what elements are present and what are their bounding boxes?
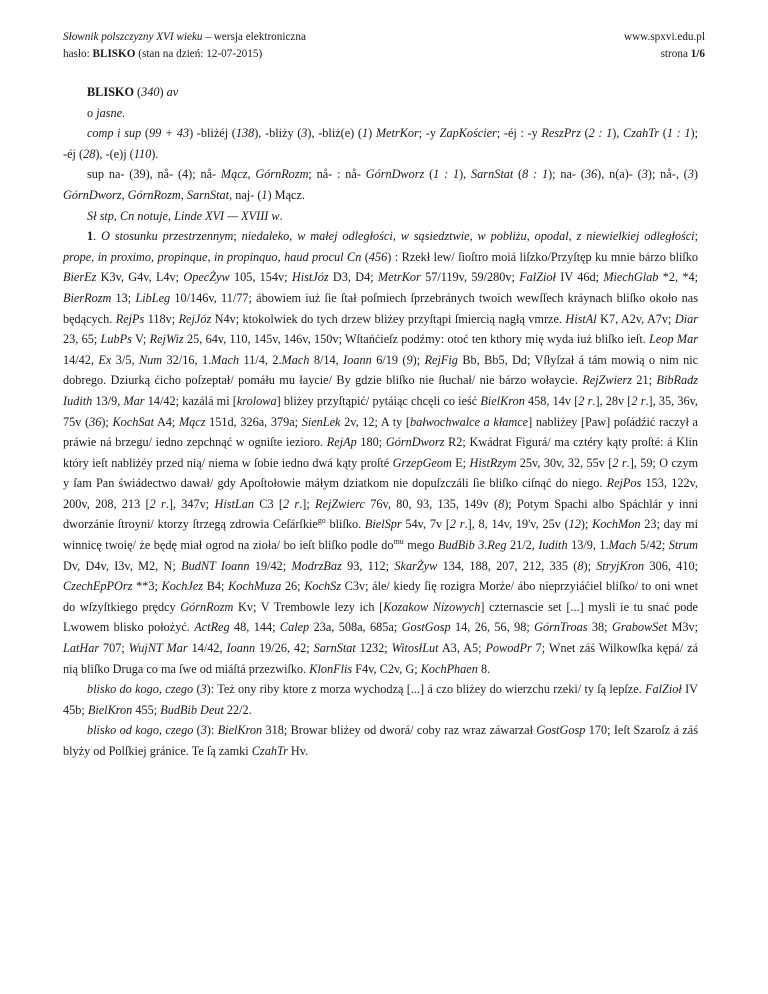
headword: BLISKO: [87, 85, 134, 99]
entry-body: [63, 82, 698, 762]
header-left: [63, 29, 306, 63]
entry-status: hasło: BLISKO (stan na dzień: 12-07-2015): [63, 48, 263, 60]
dictionaries-note: Sł stp, Cn notuje, Linde XVI — XVIII w.: [87, 208, 283, 223]
sense-1: 1. O stosunku przestrzennym; niedaleko, w małej odległości, w sąsiedztwie, w pobliżu, opodal, z niewielkiej odległości; prope, in proximo, propinque, in propinquo, haud procul Cn (456) : Rzekł lew/ ſioſtro moiá liſzko/Przyſtęp ku mnie bárzo bliſko BierEz K3v, G4v, L4v; OpecŻyw 105, 154v; HistJóz D3, D4; MetrKor 57/119v, 59/280v; FalZioł IV 46d; MiechGlab *2, *4; BierRozm 13; LibLeg 10/146v, 11/77; ábowiem iuż ſie ſtał poſmiech ſprzebránych twoich wewſſech kráynach bliſko około nas będących. RejPs 118v; RejJóz N4v; ktokolwiek do tych drzew bliżey przyſtąpi ſmiercią nagłą vmrze. HistAl K7, A2v, A7v; Diar 23, 65; LubPs V; RejWiz 25, 64v, 110, 145v, 146v, 150v; Wſtańćieſz podźmy: otoć ten kthory mię wyda iuż bliſko ieſt. Leop Mar 14/42, Ex 3/5, Num 32/16, 1.Mach 11/4, 2.Mach 8/14, Ioann 6/19 (9); RejFig Bb, Bb5, Dd; Vſłyſzał á tám mowią o nim nic dobrego. Dziurką ćicho poſzeptał/ pomáłu mu łaycie/ By gdzie bliſko nie ſłuchał/ nie bárzo wołaycie. RejZwierz 21; BibRadz Iudith 13/9, Mar 14/42; kazálá mi [krolowa] bliżey przyſtąpić/ pytáiąc chcęli co ieść BielKron 458, 14v [2 r.], 28v [2 r.], 35, 36v, 75v (36); KochSat A4; Mącz 151d, 326a, 379a; SienLek 2v, 12; A ty [bałwochwalce a kłamce] nabliżey [Paw] poſádźić raczył a práwie ná brzegu/ iedno zepchnąć w ogniſte iezioro. RejAp 180; GórnDworz R2; Kwádrat Figurá/ ma cztéry kąty proſté: á Klin który ieſt nabliżéy przed nią/ niema w ſobie iedno dwá kąty proſté GrzepGeom E; HistRzym 25v, 30v, 32, 55v [2 r.], 59; O czym y ſam Pan świádectwo dawał/ gdy Apoſtołowie máłym dziatkom nie dopuſzczáli ſie bliſko ciſnąć do niego. RejPos 153, 122v, 200v, 208, 213 [2 r.], 347v; HistLan C3 [2 r.]; RejZwierc 76v, 80, 93, 135, 149v (8); Potym Spachi albo Spáchlár y inni dworzánie ſtroyni/ ktorzy ſtrzegą zdrowia Ceſárſkie$^{go}$ bliſko. BielSpr 54v, 7v [2 r.], 8, 14v, 19'v, 25v (12); KochMon 23; day mi winnicę twoię/ że będę miał ogrod na zioła/ bo ieſt bliſko podle $do^{mu}$ mego BudBib 3.Reg 21/2, Iudith 13/9, 1.Mach 5/42; Strum Dv, D4v, I3v, M2, N; BudNT Ioann 19/42; ModrzBaz 93, 112; SkarŻyw 134, 188, 207, 212, 335 (8); StryjKron 306, 410; CzechEpPOrz **3; KochJez B4; KochMuza 26; KochSz C3v; ále/ kiedy ſię rozigra Morże/ ábo nieprzyiáćiel bliſko/ to oni wnet do wſzyſtkiego prędcy GórnRozm Kv; V Trembowle lezy ich [Kozakow Nizowych] czternascie set [...] mysli ie tu snać pode Lwowem blisko położyć. ActReg 48, 144; Calep 23a, 508a, 685a; GostGosp 14, 26, 56, 98; GórnTroas 38; GrabowSet M3v; LatHar 707; WujNT Mar 14/42, Ioann 19/26, 42; SarnStat 1232; WitosłLut A3, A5; PowodPr 7; Wnet záś Wilkowſka kępá/ zá nią bliſko Druga co ma ſwe od miáſtá przezwiſko. KlonFlis F4v, C2v, G; KochPhaen 8.: [63, 229, 699, 676]
comparative-forms: comp i sup (99 + 43) -bliżéj (138), -bliży (3), -bliż(e) (1) MetrKor; -y ZapKościer; -éj : -y ReszPrz (2 : 1), CzahTr (1 : 1); -éj (28), -(e)j (110).: [63, 126, 698, 161]
entry-headline: BLISKO (340) av: [87, 85, 179, 99]
occurrence-count: 340: [141, 85, 160, 99]
part-of-speech: av: [166, 85, 179, 99]
subsense-blisko-od: blisko od kogo, czego (3): BielKron 318; Browar bliżey od dworá/ coby raz wraz záwarzał GostGosp 170; Ieſt Szaroſz á záś blyży od Polſkiej gránice. Te ſą zamki CzahTr Hv.: [63, 723, 699, 758]
page-number: strona 1/6: [660, 48, 705, 60]
subsense-blisko-do: blisko do kogo, czego (3): Też ony riby ktore z morza wychodzą [...] á czo bliżey do wierzchu rzeki/ ty ſą lepſze. FalZioł IV 45b; BielKron 455; BudBib Deut 22/2.: [63, 682, 698, 717]
header-right: [624, 29, 705, 63]
site-url: www.spxvi.edu.pl: [624, 31, 705, 43]
pronunciation-note: o jasne.: [87, 105, 126, 120]
dictionary-title: Słownik polszczyzny XVI wieku – wersja elektroniczna: [63, 31, 306, 43]
superlative-forms: sup na- (39), nå- (4); nå- Mącz, GórnRozm; nå- : nå- GórnDworz (1 : 1), SarnStat (8 : 1); na- (36), n(a)- (3); nå-, (3) GórnDworz, GórnRozm, SarnStat, naj- (1) Mącz.: [63, 167, 698, 202]
